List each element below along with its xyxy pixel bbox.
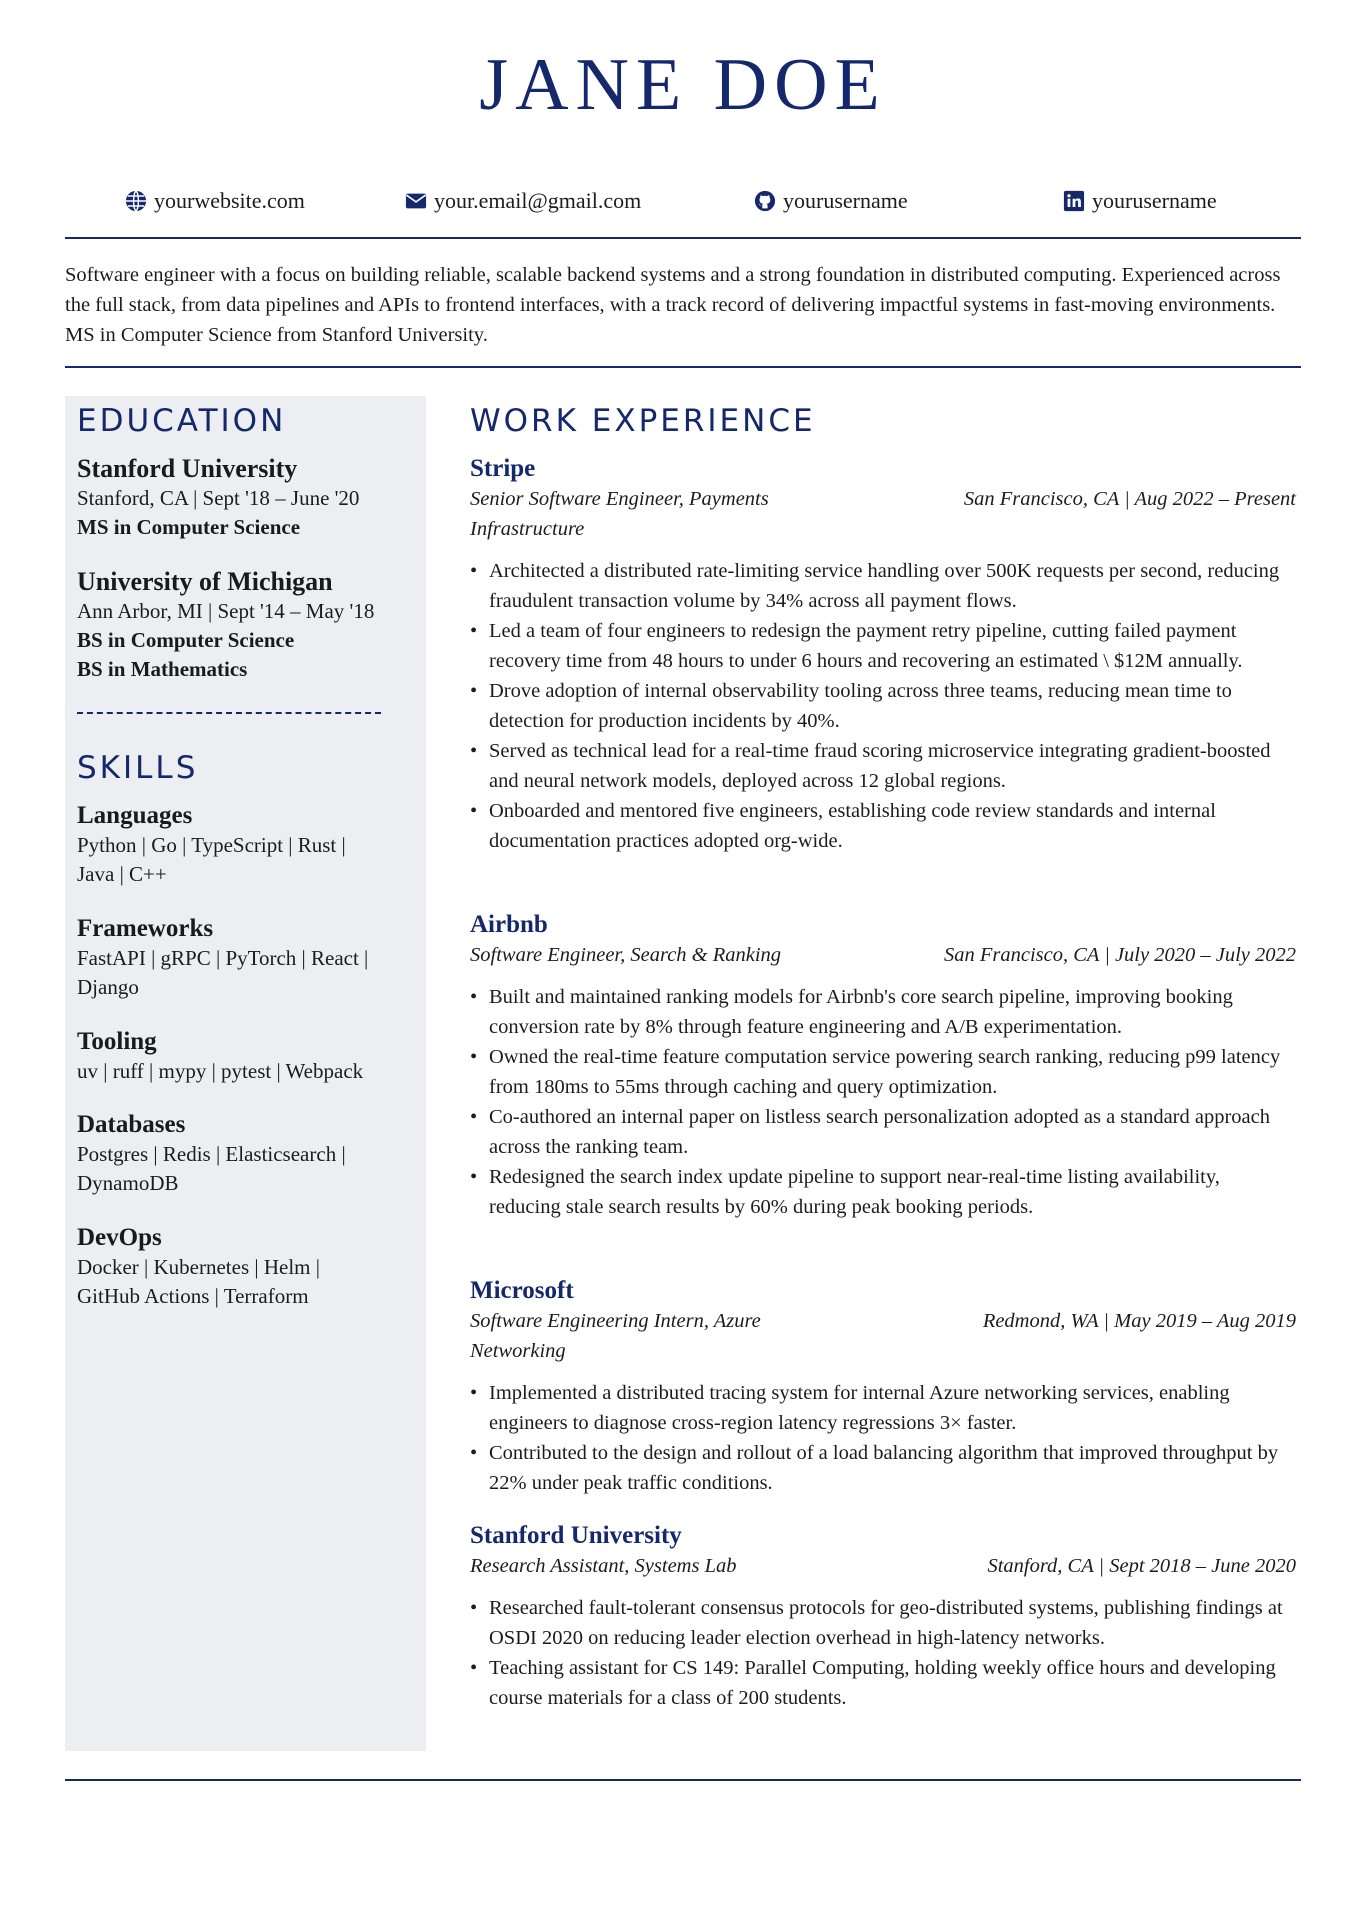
footer-divider	[65, 1779, 1301, 1781]
job-title: Senior Software Engineer, Payments Infrastructure	[470, 488, 769, 540]
school-name: University of Michigan	[77, 567, 333, 596]
job-bullet: • Implemented a distributed tracing system for internal Azure networking services, enabling engineers to diagnose cross-region latency regressions 3× faster.	[470, 1378, 1296, 1438]
skill-category-name: Frameworks	[77, 915, 214, 942]
github-link[interactable]	[754, 188, 908, 214]
email-link[interactable]	[405, 188, 641, 214]
summary-text: Software engineer with a focus on building reliable, scalable backend systems and a strong foundation in distributed computing. Experienced across the full stack, from data pipelines and APIs to frontend interfaces, with a track record of delivering impactful systems in fast-moving environments. MS in Computer Science from Stanford University.	[65, 264, 1281, 346]
job-title: Software Engineer, Search & Ranking	[470, 944, 782, 966]
skill-category	[77, 914, 407, 1002]
skills-heading: SKILLS	[77, 750, 199, 786]
education-heading: EDUCATION	[77, 403, 287, 439]
education-entry	[77, 454, 407, 542]
skill-line: DynamoDB	[77, 1171, 179, 1195]
skill-line: FastAPI | gRPC | PyTorch | React |	[77, 946, 369, 970]
linkedin-icon	[1063, 190, 1085, 212]
job-location-dates: San Francisco, CA | July 2020 – July 2022	[944, 944, 1296, 966]
header-divider	[65, 237, 1301, 239]
job-bullets	[470, 982, 1296, 1222]
job-entry	[470, 454, 1296, 856]
envelope-icon	[405, 190, 427, 212]
job-bullet: • Teaching assistant for CS 149: Parallel Computing, holding weekly office hours and developing course materials for a class of 200 students.	[470, 1653, 1296, 1713]
job-title: Research Assistant, Systems Lab	[470, 1555, 737, 1577]
job-role-line	[470, 484, 1296, 544]
job-bullet: • Redesigned the search index update pipeline to support near-real-time listing availability, reducing stale search results by 60% during peak booking periods.	[470, 1162, 1296, 1222]
website-link[interactable]	[125, 188, 305, 214]
skill-line: Postgres | Redis | Elasticsearch |	[77, 1142, 346, 1166]
job-bullet: • Owned the real-time feature computation service powering search ranking, reducing p99 latency from 180ms to 55ms through caching and query optimization.	[470, 1042, 1296, 1102]
github-icon	[754, 190, 776, 212]
skill-line: Docker | Kubernetes | Helm |	[77, 1255, 320, 1279]
skill-line: GitHub Actions | Terraform	[77, 1284, 309, 1308]
contact-bar	[65, 188, 1301, 220]
section-divider	[77, 712, 381, 714]
linkedin-text: yourusername	[1092, 188, 1217, 213]
job-bullet: • Onboarded and mentored five engineers, establishing code review standards and internal documentation practices adopted org-wide.	[470, 796, 1296, 856]
job-title: Software Engineering Intern, Azure Networking	[470, 1310, 761, 1362]
job-role-line	[470, 940, 1296, 970]
email-text: your.email@gmail.com	[434, 188, 642, 213]
skill-category-name: Languages	[77, 802, 193, 829]
website-text: yourwebsite.com	[154, 188, 305, 213]
school-location-dates: Stanford, CA | Sept '18 – June '20	[77, 486, 360, 510]
skill-line: Python | Go | TypeScript | Rust |	[77, 833, 346, 857]
work-experience-heading: WORK EXPERIENCE	[470, 403, 816, 439]
job-entry	[470, 1521, 1296, 1713]
skill-line: Java | C++	[77, 862, 167, 886]
degree: MS in Computer Science	[77, 515, 301, 539]
job-bullet: • Architected a distributed rate-limiting service handling over 500K requests per second, reducing fraudulent transaction volume by 34% across all payment flows.	[470, 556, 1296, 616]
candidate-name: JANE DOE	[479, 44, 887, 126]
job-bullets	[470, 1593, 1296, 1713]
globe-icon	[125, 190, 147, 212]
job-bullets	[470, 1378, 1296, 1498]
degree: BS in Computer Science	[77, 628, 295, 652]
skill-category-name: Tooling	[77, 1028, 157, 1055]
skill-line: Django	[77, 975, 139, 999]
job-bullet: • Built and maintained ranking models for Airbnb's core search pipeline, improving booking conversion rate by 8% through feature engineering and A/B experimentation.	[470, 982, 1296, 1042]
company-name: Airbnb	[470, 911, 548, 938]
skill-line: uv | ruff | mypy | pytest | Webpack	[77, 1059, 364, 1083]
job-location-dates: Stanford, CA | Sept 2018 – June 2020	[987, 1555, 1296, 1577]
job-bullet: • Drove adoption of internal observability tooling across three teams, reducing mean time to detection for production incidents by 40%.	[470, 676, 1296, 736]
company-name: Microsoft	[470, 1277, 574, 1304]
job-bullets	[470, 556, 1296, 856]
skill-category	[77, 1027, 407, 1086]
job-location-dates: Redmond, WA | May 2019 – Aug 2019	[982, 1310, 1296, 1332]
job-role-line	[470, 1306, 1296, 1366]
school-name: Stanford University	[77, 454, 298, 483]
company-name: Stanford University	[470, 1522, 682, 1549]
skill-category	[77, 1110, 407, 1198]
sidebar	[65, 396, 426, 1751]
linkedin-link[interactable]	[1063, 188, 1217, 214]
job-bullet: • Contributed to the design and rollout of a load balancing algorithm that improved throughput by 22% under peak traffic conditions.	[470, 1438, 1296, 1498]
skill-category	[77, 801, 407, 889]
job-bullet: • Researched fault-tolerant consensus protocols for geo-distributed systems, publishing findings at OSDI 2020 on reducing leader election overhead in high-latency networks.	[470, 1593, 1296, 1653]
job-role-line	[470, 1551, 1296, 1581]
skill-category-name: Databases	[77, 1111, 186, 1138]
summary-divider	[65, 366, 1301, 368]
skill-category	[77, 1223, 407, 1311]
company-name: Stripe	[470, 455, 536, 482]
job-bullet: • Served as technical lead for a real-time fraud scoring microservice integrating gradient-boosted and neural network models, deployed across 12 global regions.	[470, 736, 1296, 796]
school-location-dates: Ann Arbor, MI | Sept '14 – May '18	[77, 599, 375, 623]
job-entry	[470, 910, 1296, 1222]
job-location-dates: San Francisco, CA | Aug 2022 – Present	[963, 488, 1296, 510]
job-bullet: • Led a team of four engineers to redesign the payment retry pipeline, cutting failed payment recovery time from 48 hours to under 6 hours and recovering an estimated \ $12M annually.	[470, 616, 1296, 676]
github-text: yourusername	[783, 188, 908, 213]
education-entry	[77, 567, 407, 684]
degree: BS in Mathematics	[77, 657, 248, 681]
skill-category-name: DevOps	[77, 1224, 162, 1251]
job-entry	[470, 1276, 1296, 1498]
job-bullet: • Co-authored an internal paper on listless search personalization adopted as a standard approach across the ranking team.	[470, 1102, 1296, 1162]
